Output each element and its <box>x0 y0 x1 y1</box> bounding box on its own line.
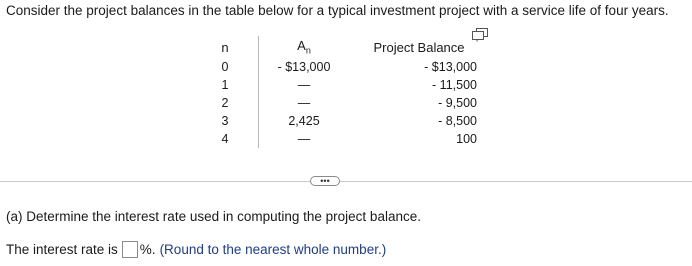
cell-n: 3 <box>221 114 229 128</box>
table-row <box>192 94 489 112</box>
cell-balance: - 11,500 <box>432 78 477 92</box>
table-row <box>192 76 489 94</box>
cell-a: - $13,000 <box>259 58 350 76</box>
answer-suffix: %. <box>139 242 156 257</box>
table-row <box>192 130 489 148</box>
header-a-sub: n <box>305 45 311 56</box>
answer-line <box>6 241 386 258</box>
interest-rate-input[interactable] <box>122 241 138 258</box>
table-header-row <box>192 36 489 58</box>
header-project-balance: Project Balance <box>373 39 465 55</box>
cell-n: 0 <box>221 60 229 74</box>
cell-balance: - 8,500 <box>438 114 477 128</box>
answer-prefix: The interest rate is <box>6 242 118 257</box>
table-row <box>192 112 489 130</box>
section-divider <box>0 181 692 182</box>
cell-balance: - 9,500 <box>438 96 477 110</box>
expand-button[interactable]: ••• <box>310 176 340 186</box>
header-a-base: A <box>297 38 306 54</box>
cell-n: 4 <box>221 132 229 146</box>
cell-a: 2,425 <box>259 112 350 130</box>
cell-balance: 100 <box>456 132 477 146</box>
table-row <box>192 58 489 76</box>
cell-n: 2 <box>221 96 229 110</box>
problem-intro: Consider the project balances in the table below for a typical investment project with a service life of four years. <box>6 3 669 18</box>
cell-n: 1 <box>221 78 229 92</box>
rounding-hint: (Round to the nearest whole number.) <box>159 242 387 257</box>
cell-a: — <box>259 130 350 148</box>
part-a-question: (a) Determine the interest rate used in computing the project balance. <box>6 209 421 224</box>
cell-a: — <box>259 94 350 112</box>
project-balance-table <box>192 36 489 148</box>
cell-balance: - $13,000 <box>424 60 477 74</box>
header-n: n <box>221 39 229 55</box>
cell-a: — <box>259 76 350 94</box>
header-a-n <box>259 36 350 58</box>
